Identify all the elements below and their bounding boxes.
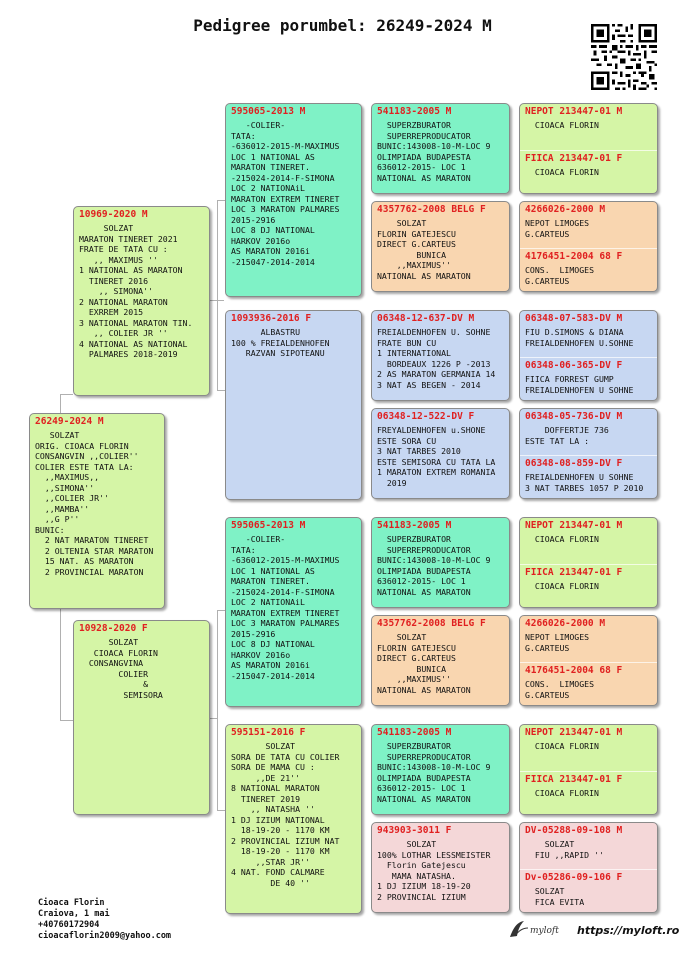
- pigeon-notes: SUPERZBURATOR SUPERREPRODUCATOR BUNIC:143008-10-M-LOC 9 OLIMPIADA BUDAPESTA 636012-2015- LOC 1 NATIONAL AS MARATON: [377, 741, 491, 804]
- pigeon-card-gen4-pair-8[interactable]: [519, 822, 658, 913]
- pigeon-notes: SOLZAT FLORIN GATEJESCU DIRECT G.CARTEUS BUNICA ,,MAXIMUS'' NATIONAL AS MARATON: [377, 632, 471, 695]
- pigeon-card-ggf-3[interactable]: [371, 517, 510, 608]
- pigeon-card-mother-sire[interactable]: [225, 517, 362, 707]
- pigeon-card-gen4-pair-6[interactable]: [519, 615, 658, 706]
- ring-number: 06348-06-365-DV F: [525, 360, 623, 371]
- ring-number: 4176451-2004 68 F: [525, 665, 623, 676]
- ring-number: FIICA 213447-01 F: [525, 567, 623, 578]
- ring-number: 06348-12-637-DV M: [377, 313, 475, 324]
- pigeon-notes: SOLZAT FLORIN GATEJESCU DIRECT G.CARTEUS BUNICA ,,MAXIMUS'' NATIONAL AS MARATON: [377, 218, 471, 281]
- ring-number: 4357762-2008 BELG F: [377, 618, 486, 629]
- qr-code: [591, 24, 657, 90]
- pigeon-notes: NEPOT LIMOGES G.CARTEUS: [525, 632, 590, 653]
- ring-number: 06348-08-859-DV F: [525, 458, 623, 469]
- pigeon-notes: SOLZAT 100% LOTHAR LESSMEISTER Florin Gatejescu MAMA NATASHA. 1 DJ IZIUM 18-19-20 2 PROVINCIAL IZIUM: [377, 839, 491, 902]
- ring-number: FIICA 213447-01 F: [525, 774, 623, 785]
- pigeon-card-ggf-2[interactable]: [371, 310, 510, 401]
- pigeon-notes: CIOACA FLORIN: [525, 120, 599, 130]
- pigeon-notes: FIU D.SIMONS & DIANA FREIALDENHOFEN U.SOHNE: [525, 327, 634, 348]
- pigeon-notes: SOLZAT ORIG. CIOACA FLORIN CONSANGVIN ,,COLIER'' COLIER ESTE TATA LA: ,,MAXIMUS,, ,,SIMONA'' ,,COLIER JR'' ,,MAMBA'' ,,G P'' BUNIC: 2 NAT MARATON TINERET 2 OLTENIA STAR MARATON 15 NAT. AS MARATON 2 PROVINCIAL MARATON: [35, 430, 154, 577]
- ring-number: FIICA 213447-01 F: [525, 153, 623, 164]
- pigeon-notes: FIICA FORREST GUMP FREIALDENHOFEN U SOHNE: [525, 374, 634, 395]
- pigeon-card-gen4-pair-2[interactable]: [519, 201, 658, 292]
- pigeon-card-gen4-pair-7[interactable]: [519, 724, 658, 815]
- pigeon-notes: FREIALDENHOFEN U SOHNE 3 NAT TARBES 1057 P 2010: [525, 472, 644, 493]
- pigeon-notes: SOLZAT CIOACA FLORIN CONSANGVINA COLIER & SEMISORA: [88, 637, 163, 700]
- pigeon-card-subject[interactable]: [29, 413, 165, 609]
- pigeon-card-gen4-pair-3[interactable]: [519, 310, 658, 401]
- pigeon-notes: CIOACA FLORIN: [525, 788, 599, 798]
- myloft-logo: [508, 918, 568, 940]
- connector-line: [217, 390, 225, 391]
- pigeon-card-gen4-pair-4[interactable]: [519, 408, 658, 499]
- ring-number: 595065-2013 M: [231, 106, 306, 117]
- pigeon-card-mother[interactable]: [73, 620, 210, 815]
- logo-text: myloft: [530, 926, 559, 936]
- ring-number: 4176451-2004 68 F: [525, 251, 623, 262]
- ring-number: 541183-2005 M: [377, 106, 452, 117]
- ring-number: 10928-2020 F: [79, 623, 148, 634]
- pigeon-notes: FREIALDENHOFEN U. SOHNE FRATE BUN CU 1 INTERNATIONAL BORDEAUX 1226 P -2013 2 AS MARATON GERMANIA 14 3 NAT AS BEGEN - 2014: [377, 327, 496, 390]
- page-title: Pedigree porumbel: 26249-2024 M: [193, 16, 492, 35]
- pigeon-card-mother-dam[interactable]: [225, 724, 362, 914]
- pigeon-card-gen4-pair-1[interactable]: [519, 103, 658, 194]
- pigeon-notes: -COLIER- TATA: -636012-2015-M-MAXIMUS LOC 1 NATIONAL AS MARATON TINERET. -215024-2014-F-SIMONA LOC 2 NATIONAiL MARATON EXTREM TINERET LOC 3 MARATON PALMARES 2015-2916 LOC 8 DJ NATIONAL HARKOV 2016o AS MARATON 2016i -215047-2014-2014: [231, 120, 340, 267]
- pigeon-card-gen4-pair-5[interactable]: [519, 517, 658, 608]
- pigeon-notes: SOLZAT SORA DE TATA CU COLIER SORA DE MAMA CU : ,,DE 21'' 8 NATIONAL MARATON TINERET 2019 ,, NATASHA '' 1 DJ IZIUM NATIONAL 18-19-20 - 1170 KM 2 PROVINCIAL IZIUM NAT 18-19-20 - 1170 KM ,,STAR JR'' 4 NAT. FOND CALMARE DE 40 '': [231, 741, 340, 888]
- ring-number: 541183-2005 M: [377, 727, 452, 738]
- pigeon-notes: DOFFERTJE 736 ESTE TAT LA :: [525, 425, 609, 446]
- pigeon-notes: -COLIER- TATA: -636012-2015-M-MAXIMUS LOC 1 NATIONAL AS MARATON TINERET. -215024-2014-F-SIMONA LOC 2 NATIONAiL MARATON EXTREM TINERET LOC 3 MARATON PALMARES 2015-2916 LOC 8 DJ NATIONAL HARKOV 2016o AS MARATON 2016i -215047-2014-2014: [231, 534, 340, 681]
- ring-number: 4357762-2008 BELG F: [377, 204, 486, 215]
- ring-number: NEPOT 213447-01 M: [525, 106, 623, 117]
- website-link[interactable]: https://myloft.ro: [577, 924, 680, 937]
- ring-number: 06348-05-736-DV M: [525, 411, 623, 422]
- connector-line: [217, 610, 218, 810]
- ring-number: Dv-05286-09-106 F: [525, 872, 623, 883]
- pigeon-card-ggm-1[interactable]: [371, 201, 510, 292]
- pigeon-notes: SOLZAT FIU ,,RAPID '': [534, 839, 604, 860]
- ring-number: 595065-2013 M: [231, 520, 306, 531]
- ring-number: 06348-12-522-DV F: [377, 411, 475, 422]
- pigeon-card-ggf-1[interactable]: [371, 103, 510, 194]
- pigeon-card-ggm-3[interactable]: [371, 615, 510, 706]
- pigeon-card-father[interactable]: [73, 206, 210, 396]
- connector-line: [60, 720, 73, 721]
- ring-number: 1093936-2016 F: [231, 313, 312, 324]
- pigeon-notes: SUPERZBURATOR SUPERREPRODUCATOR BUNIC:143008-10-M-LOC 9 OLIMPIADA BUDAPESTA 636012-2015- LOC 1 NATIONAL AS MARATON: [377, 120, 491, 183]
- ring-number: 10969-2020 M: [79, 209, 148, 220]
- pigeon-notes: CONS. LIMOGES G.CARTEUS: [525, 679, 595, 700]
- connector-line: [217, 610, 225, 611]
- pigeon-card-ggf-4[interactable]: [371, 724, 510, 815]
- ring-number: NEPOT 213447-01 M: [525, 727, 623, 738]
- ring-number: 06348-07-583-DV M: [525, 313, 623, 324]
- owner-contact: Cioaca Florin Craiova, 1 mai +40760172904 cioacaflorin2009@yahoo.com: [38, 898, 172, 941]
- connector-line: [60, 608, 61, 720]
- ring-number: 943903-3011 F: [377, 825, 452, 836]
- pigeon-card-ggm-2[interactable]: [371, 408, 510, 499]
- ring-number: 4266026-2000 M: [525, 618, 606, 629]
- ring-number: NEPOT 213447-01 M: [525, 520, 623, 531]
- pigeon-card-ggm-4[interactable]: [371, 822, 510, 913]
- connector-line: [217, 810, 225, 811]
- pigeon-notes: NEPOT LIMOGES G.CARTEUS: [525, 218, 590, 239]
- pigeon-notes: ALBASTRU 100 % FREIALDENHOFEN RAZVAN SIPOTEANU: [231, 327, 330, 358]
- pigeon-notes: CIOACA FLORIN: [525, 581, 599, 591]
- pigeon-card-father-dam[interactable]: [225, 310, 362, 500]
- connector-line: [60, 394, 73, 395]
- pigeon-notes: SUPERZBURATOR SUPERREPRODUCATOR BUNIC:143008-10-M-LOC 9 OLIMPIADA BUDAPESTA 636012-2015- LOC 1 NATIONAL AS MARATON: [377, 534, 491, 597]
- connector-line: [60, 394, 61, 412]
- pigeon-card-father-sire[interactable]: [225, 103, 362, 297]
- pigeon-notes: CIOACA FLORIN: [525, 167, 599, 177]
- ring-number: 541183-2005 M: [377, 520, 452, 531]
- pigeon-notes: CIOACA FLORIN: [525, 741, 599, 751]
- ring-number: 26249-2024 M: [35, 416, 104, 427]
- ring-number: DV-05288-09-108 M: [525, 825, 623, 836]
- connector-line: [210, 718, 218, 719]
- pigeon-notes: SOLZAT FICA EVITA: [534, 886, 585, 907]
- pigeon-notes: SOLZAT MARATON TINERET 2021 FRATE DE TATA CU : ,, MAXIMUS '' 1 NATIONAL AS MARATON TINERET 2016 ,, SIMONA'' 2 NATIONAL MARATON EXRREM 2015 3 NATIONAL MARATON TIN. ,, COLIER JR '' 4 NATIONAL AS NATIONAL PALMARES 2018-2019: [79, 223, 193, 359]
- connector-line: [217, 200, 218, 390]
- pigeon-notes: CIOACA FLORIN: [525, 534, 599, 544]
- pigeon-notes: FREYALDENHOFEN u.SHONE ESTE SORA CU 3 NAT TARBES 2010 ESTE SEMISORA CU TATA LA 1 MARATON EXTREM ROMANIA 2019: [377, 425, 496, 488]
- ring-number: 595151-2016 F: [231, 727, 306, 738]
- connector-line: [217, 200, 225, 201]
- pigeon-notes: CONS. LIMOGES G.CARTEUS: [525, 265, 595, 286]
- ring-number: 4266026-2000 M: [525, 204, 606, 215]
